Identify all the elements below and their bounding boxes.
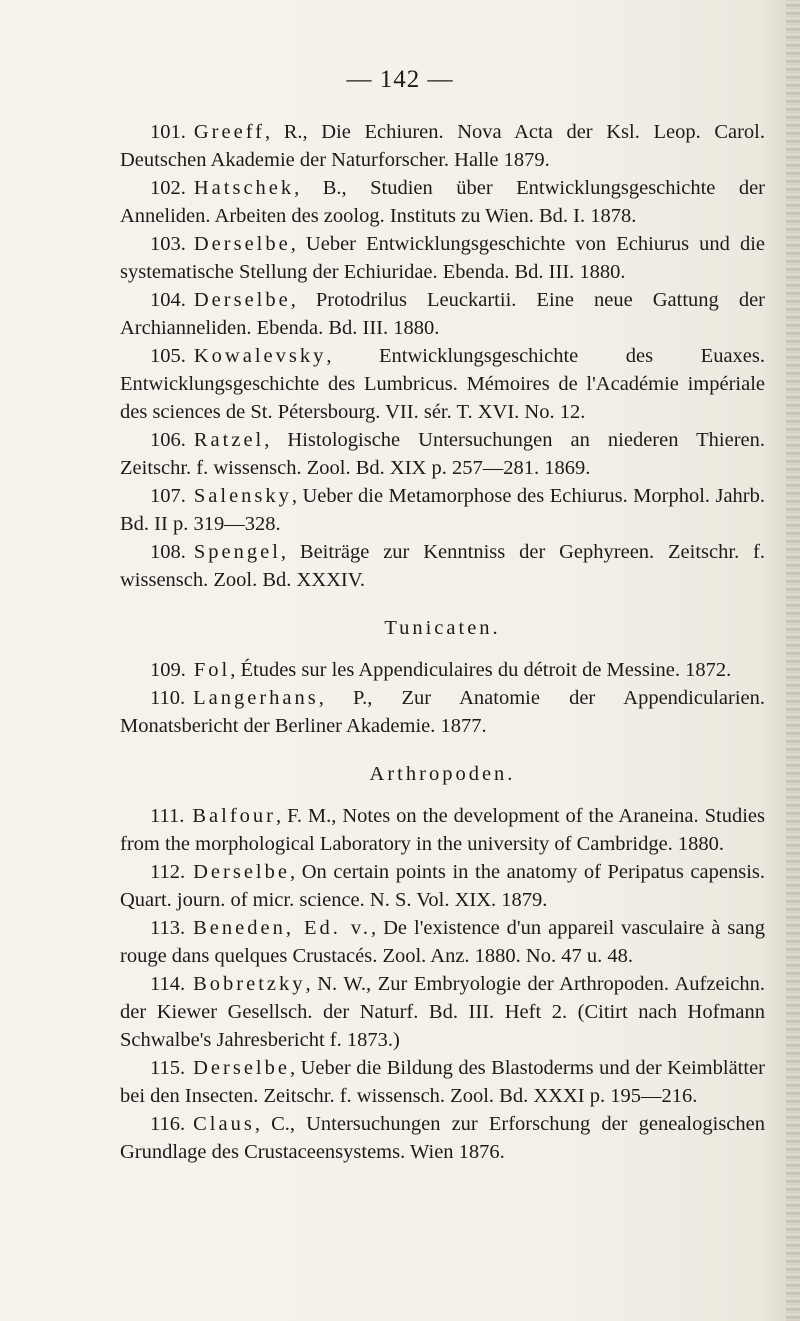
entry-number: 112. (150, 861, 186, 883)
bibliography-entry (120, 118, 765, 174)
entry-number: 114. (150, 973, 186, 995)
entry-author: Derselbe (193, 233, 291, 255)
entry-author: Beneden, Ed. v. (193, 917, 371, 939)
entry-text: , R., Die Echiuren. Nova Acta der Ksl. Leop. Carol. Deutschen Akademie der Naturforscher. Halle 1879. (120, 121, 765, 171)
bibliography-entry (120, 656, 765, 684)
entry-author: Salensky (193, 485, 292, 507)
entry-text: , De l'existence d'un appareil vasculaire à sang rouge dans quelques Crustacés. Zool. Anz. 1880. No. 47 u. 48. (120, 917, 765, 967)
entry-text: , Études sur les Appendiculaires du détroit de Messine. 1872. (230, 659, 732, 681)
bibliography-entry (120, 970, 765, 1054)
section-heading-arthropoden: Arthropoden. (369, 763, 516, 785)
entry-text: , C., Untersuchungen zur Erforschung der genealogischen Grundlage des Crustaceensystems. Wien 1876. (120, 1113, 765, 1163)
entry-number: 105. (150, 345, 186, 367)
entry-text: , Entwicklungsgeschichte des Euaxes. Entwicklungsgeschichte des Lumbricus. Mémoires de l'Académie impériale des sciences de St. Pétersbourg. VII. sér. T. XVI. No. 12. (120, 345, 765, 423)
bibliography-entry (120, 174, 765, 230)
bibliography-entry (120, 1054, 765, 1110)
entry-number: 116. (150, 1113, 186, 1135)
entry-number: 109. (150, 659, 186, 681)
bibliography-entry (120, 230, 765, 286)
entry-number: 108. (150, 541, 186, 563)
bibliography-entry (120, 426, 765, 482)
entry-author: Ratzel (193, 429, 265, 451)
entry-number: 104. (150, 289, 186, 311)
entry-text: , B., Studien über Entwicklungsgeschichte der Anneliden. Arbeiten des zoolog. Instituts zu Wien. Bd. I. 1878. (120, 177, 765, 227)
entry-number: 111. (150, 805, 185, 827)
entry-number: 106. (150, 429, 186, 451)
entry-author: Langerhans (193, 687, 319, 709)
bibliography-entry (120, 914, 765, 970)
entry-number: 103. (150, 233, 186, 255)
bibliography-entry (120, 858, 765, 914)
entry-author: Bobretzky (193, 973, 306, 995)
entry-number: 101. (150, 121, 186, 143)
entry-number: 113. (150, 917, 186, 939)
entry-author: Derselbe (193, 289, 291, 311)
entry-text: , Ueber die Bildung des Blastoderms und der Keimblätter bei den Insecten. Zeitschr. f. wissensch. Zool. Bd. XXXI p. 195—216. (120, 1057, 765, 1107)
entry-author: Kowalevsky (193, 345, 327, 367)
entry-text: , Ueber Entwicklungsgeschichte von Echiurus und die systematische Stellung der Echiuridae. Ebenda. Bd. III. 1880. (120, 233, 765, 283)
entry-text: , Ueber die Metamorphose des Echiurus. Morphol. Jahrb. Bd. II p. 319—328. (120, 485, 765, 535)
entry-author: Spengel (193, 541, 281, 563)
entry-author: Derselbe (193, 1057, 290, 1079)
entry-number: 102. (150, 177, 186, 199)
page-edge (786, 0, 800, 1321)
entry-number: 110. (150, 687, 186, 709)
entry-author: Greeff (193, 121, 265, 143)
entry-number: 107. (150, 485, 186, 507)
entry-author: Balfour (192, 805, 276, 827)
entry-author: Claus (193, 1113, 255, 1135)
entry-text: , Protodrilus Leuckartii. Eine neue Gattung der Archianneliden. Ebenda. Bd. III. 1880. (120, 289, 765, 339)
entry-text: , P., Zur Anatomie der Appendicularien. Monatsbericht der Berliner Akademie. 1877. (120, 687, 765, 737)
bibliography-entry (120, 802, 765, 858)
entry-author: Hatschek (193, 177, 295, 199)
entry-text: , N. W., Zur Embryologie der Arthropoden. Aufzeichn. der Kiewer Gesellsch. der Naturf. Bd. III. Heft 2. (Citirt nach Hofmann Schwalbe's Jahresbericht f. 1873.) (120, 973, 765, 1051)
bibliography-entry (120, 1110, 765, 1166)
entry-author: Fol (193, 659, 231, 681)
bibliography-entry (120, 342, 765, 426)
section-heading-tunicaten: Tunicaten. (384, 617, 501, 639)
bibliography-text (120, 118, 765, 1166)
bibliography-entry (120, 684, 765, 740)
page-number: — 142 — (346, 66, 454, 93)
bibliography-entry (120, 482, 765, 538)
entry-text: , Beiträge zur Kenntniss der Gephyreen. Zeitschr. f. wissensch. Zool. Bd. XXXIV. (120, 541, 765, 591)
entry-text: , Histologische Untersuchungen an niederen Thieren. Zeitschr. f. wissensch. Zool. Bd. XIX p. 257—281. 1869. (120, 429, 765, 479)
bibliography-entry (120, 286, 765, 342)
entry-text: , F. M., Notes on the development of the Araneina. Studies from the morphological Laboratory in the university of Cambridge. 1880. (120, 805, 765, 855)
entry-text: , On certain points in the anatomy of Peripatus capensis. Quart. journ. of micr. science. N. S. Vol. XIX. 1879. (120, 861, 765, 911)
bibliography-entry (120, 538, 765, 594)
entry-author: Derselbe (193, 861, 290, 883)
bibliography-list-tunicaten (120, 656, 765, 740)
entry-number: 115. (150, 1057, 186, 1079)
bibliography-list-arthropoden (120, 802, 765, 1166)
bibliography-list-annelids (120, 118, 765, 594)
